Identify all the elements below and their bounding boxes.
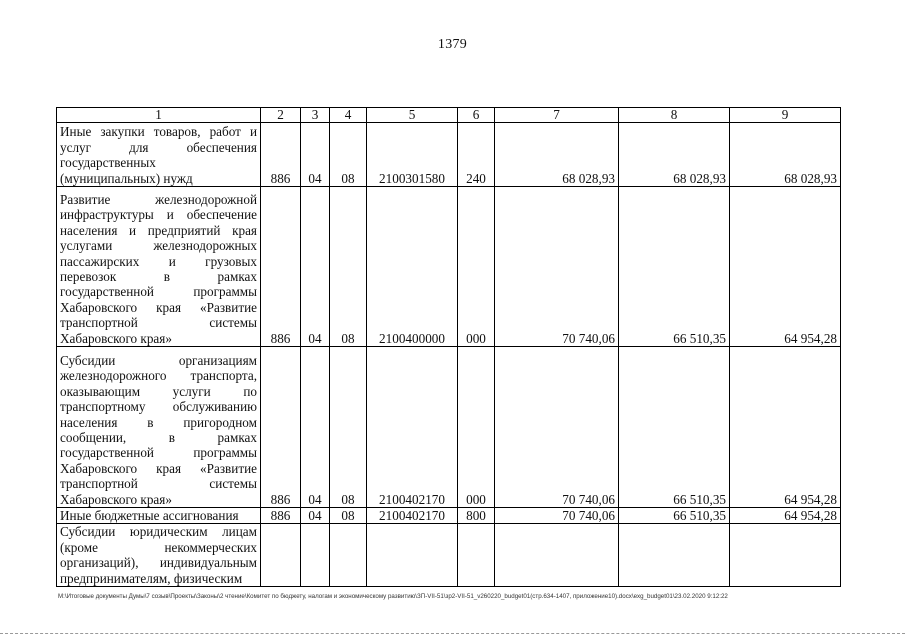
column-header: 8 — [619, 108, 730, 123]
cell-admin-code: 886 — [261, 123, 301, 187]
cell-amount-col8: 68 028,93 — [619, 123, 730, 187]
cell-amount-col8: 66 510,35 — [619, 508, 730, 524]
cell-amount-col9: 68 028,93 — [730, 123, 841, 187]
column-header: 3 — [301, 108, 330, 123]
cell-amount-col8: 66 510,35 — [619, 187, 730, 347]
cell-subsection: 08 — [330, 347, 367, 508]
cell-subsection: 08 — [330, 123, 367, 187]
cell-amount-col7 — [495, 524, 619, 587]
table-row — [57, 524, 841, 587]
cell-admin-code: 886 — [261, 187, 301, 347]
cell-target-article: 2100301580 — [367, 123, 458, 187]
cell-amount-col7: 70 740,06 — [495, 508, 619, 524]
column-header: 2 — [261, 108, 301, 123]
cell-amount-col9: 64 954,28 — [730, 347, 841, 508]
cell-admin-code: 886 — [261, 347, 301, 508]
cell-admin-code — [261, 524, 301, 587]
row-description: Субсидии юридическим лицам (кроме некоммерческих организаций), индивидуальным предпринимателям, физическим — [57, 524, 261, 587]
budget-table — [56, 107, 841, 587]
cell-amount-col7: 68 028,93 — [495, 123, 619, 187]
page-number: 1379 — [437, 37, 468, 52]
cell-amount-col7: 70 740,06 — [495, 187, 619, 347]
cell-section — [301, 524, 330, 587]
table-row — [57, 508, 841, 524]
cell-amount-col7: 70 740,06 — [495, 347, 619, 508]
cell-admin-code: 886 — [261, 508, 301, 524]
column-header: 5 — [367, 108, 458, 123]
cell-section: 04 — [301, 347, 330, 508]
cell-section: 04 — [301, 187, 330, 347]
table-header-row — [57, 108, 841, 123]
column-header: 9 — [730, 108, 841, 123]
column-header: 6 — [458, 108, 495, 123]
column-header: 1 — [57, 108, 261, 123]
row-description: Иные бюджетные ассигнования — [57, 508, 261, 524]
cell-target-article: 2100402170 — [367, 347, 458, 508]
cell-target-article: 2100402170 — [367, 508, 458, 524]
cell-subsection: 08 — [330, 508, 367, 524]
cell-amount-col8: 66 510,35 — [619, 347, 730, 508]
cell-subsection: 08 — [330, 187, 367, 347]
bottom-divider — [0, 633, 905, 634]
row-description: Иные закупки товаров, работ и услуг для обеспечения государственных (муниципальных) нужд — [57, 123, 261, 187]
cell-expense-type — [458, 524, 495, 587]
cell-target-article — [367, 524, 458, 587]
cell-expense-type: 240 — [458, 123, 495, 187]
table-row — [57, 123, 841, 187]
cell-expense-type: 800 — [458, 508, 495, 524]
column-header: 4 — [330, 108, 367, 123]
cell-section: 04 — [301, 123, 330, 187]
cell-amount-col8 — [619, 524, 730, 587]
cell-expense-type: 000 — [458, 187, 495, 347]
row-description: Субсидии организациям железнодорожного транспорта, оказывающим услуги по транспортному обслуживанию населения в пригородном сообщении, в рамках государственной программы Хабаровского края «Развитие транспортной системы Хабаровского края» — [57, 347, 261, 508]
cell-target-article: 2100400000 — [367, 187, 458, 347]
table-row — [57, 187, 841, 347]
cell-amount-col9: 64 954,28 — [730, 508, 841, 524]
cell-amount-col9 — [730, 524, 841, 587]
table-row — [57, 347, 841, 508]
cell-section: 04 — [301, 508, 330, 524]
cell-subsection — [330, 524, 367, 587]
column-header: 7 — [495, 108, 619, 123]
row-description: Развитие железнодорожной инфраструктуры и обеспечение населения и предприятий края услугами железнодорожных пассажирских и грузовых перевозок в рамках государственной программы Хабаровского края «Развитие транспортной системы Хабаровского края» — [57, 187, 261, 347]
cell-amount-col9: 64 954,28 — [730, 187, 841, 347]
file-path-footer: M:\Итоговые документы Думы\7 созыв\Проекты\Законы\2 чтение\Комитет по бюджету, налогам и экономическому развитию\ЗП-VII-51\зр2-VII-51_v260220_budget01(стр.634-1407, приложение10).docx\exg_budget01\23.02.2020 9:12:22 — [58, 593, 728, 600]
cell-expense-type: 000 — [458, 347, 495, 508]
